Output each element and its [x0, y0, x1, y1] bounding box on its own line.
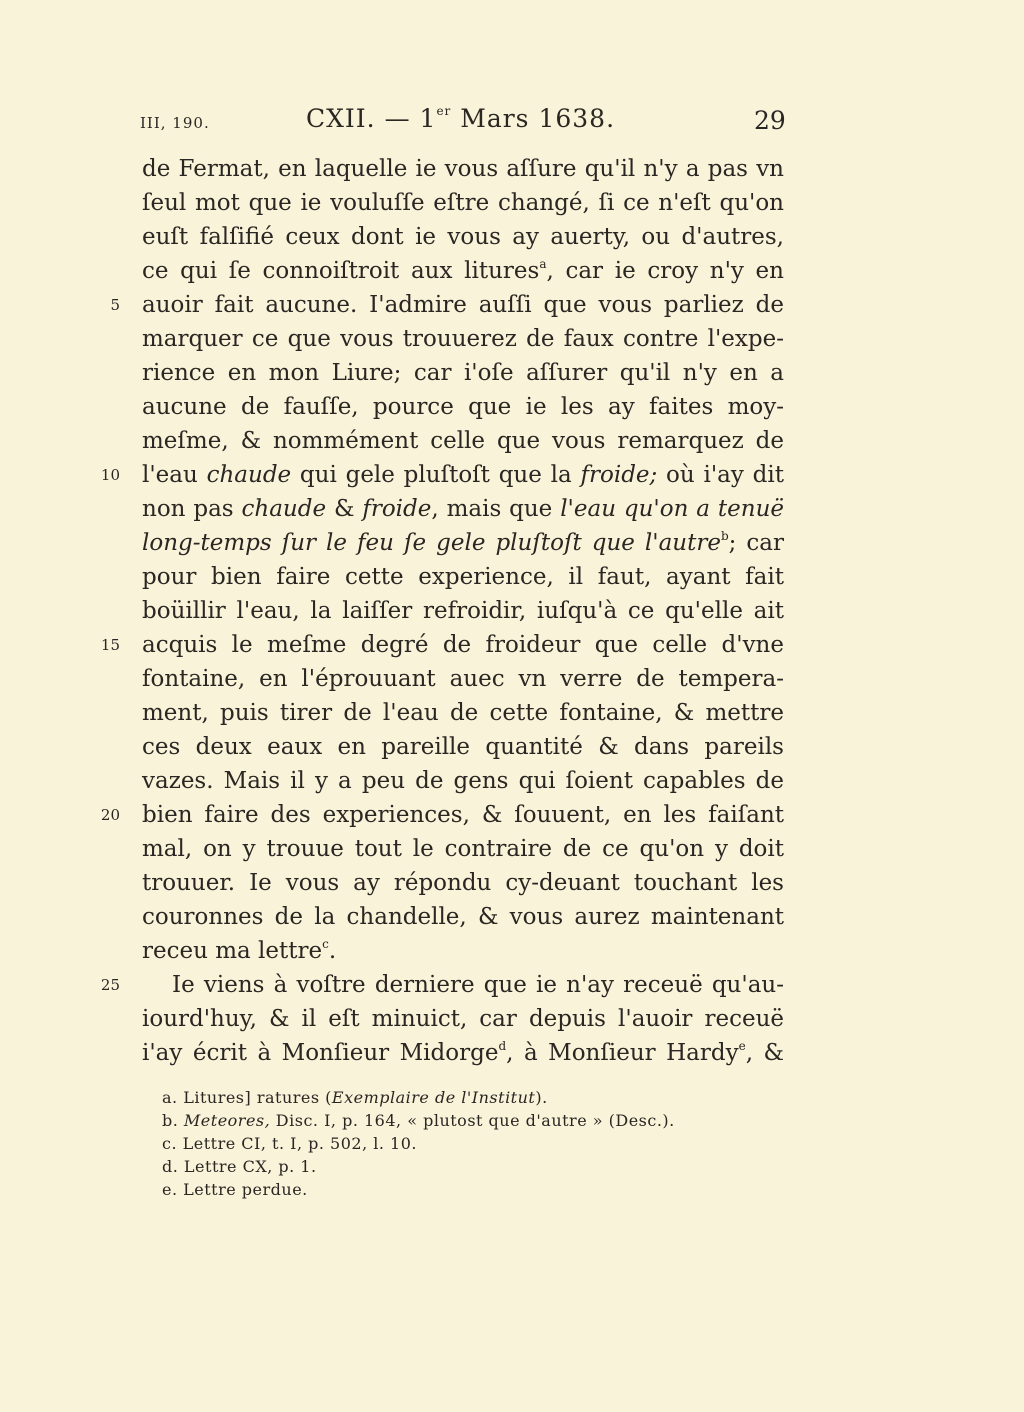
letter-heading: CXII. — 1er Mars 1638. — [306, 104, 616, 133]
line-text: aucune de fauſſe, pource que ie les ay faites moy- — [142, 394, 784, 420]
text-line — [142, 186, 784, 220]
text-line — [142, 526, 784, 560]
line-text: long-temps ſur le feu ſe gele pluſtoſt que l'autre — [142, 530, 721, 556]
line-text: iourd'huy, & il eſt minuict, car depuis l'auoir receuë — [142, 1006, 784, 1032]
line-text: . — [328, 938, 337, 964]
footnote-marker: e — [738, 1039, 746, 1053]
line-text: , mais que — [431, 496, 561, 522]
line-text: & — [326, 496, 363, 522]
line-text: non pas — [142, 496, 242, 522]
line-text: fontaine, en l'éprouuant auec vn verre de tempera- — [142, 666, 784, 692]
line-text: de Fermat, en laquelle ie vous aſſure qu'il n'y a pas vn — [142, 156, 784, 182]
line-text: ces deux eaux en pareille quantité & dans pareils — [142, 734, 784, 760]
text-line — [142, 390, 784, 424]
line-text: ce qui ſe connoiſtroit aux litures — [142, 258, 540, 284]
footnote-text: ). — [535, 1088, 548, 1107]
line-text: ment, puis tirer de l'eau de cette fontaine, & mettre — [142, 700, 784, 726]
text-line — [142, 288, 784, 322]
line-text: trouuer. Ie vous ay répondu cy-deuant touchant les — [142, 870, 784, 896]
text-line — [142, 594, 784, 628]
text-line — [142, 152, 784, 186]
text-line — [142, 1002, 784, 1036]
line-number: 10 — [100, 466, 120, 484]
footnote — [162, 1155, 317, 1178]
volume-reference: III, 190. — [140, 114, 210, 132]
line-text: meſme, & nommément celle que vous remarquez de — [142, 428, 784, 454]
footnote-text: Meteores, — [183, 1111, 271, 1130]
text-line — [142, 254, 784, 288]
line-text: où i'ay dit — [657, 462, 784, 488]
footnote-marker: c — [322, 937, 329, 951]
line-text: chaude — [241, 496, 327, 522]
footnote-text: a. Litures] ratures ( — [162, 1088, 332, 1107]
footnote-marker: b — [720, 529, 729, 543]
text-line — [142, 696, 784, 730]
line-text: l'eau qu'on a tenuë — [560, 496, 784, 522]
footnote-text: c. Lettre CI, t. I, p. 502, l. 10. — [162, 1134, 417, 1153]
text-line — [142, 628, 784, 662]
footnote-text: Exemplaire de l'Institut — [331, 1088, 536, 1107]
line-text: l'eau — [142, 462, 207, 488]
line-text: , car ie croy n'y en — [546, 258, 784, 284]
text-line — [142, 424, 784, 458]
text-line — [142, 934, 784, 968]
text-line — [142, 900, 784, 934]
line-number: 5 — [110, 296, 120, 314]
line-text: qui gele pluſtoſt que la — [291, 462, 581, 488]
footnote-text: Disc. I, p. 164, « plutost que d'autre » (Desc.). — [270, 1111, 675, 1130]
footnote-text: b. — [162, 1111, 184, 1130]
line-number: 15 — [100, 636, 120, 654]
line-text: froide; — [580, 462, 658, 488]
text-line — [142, 764, 784, 798]
text-line — [142, 798, 784, 832]
line-text: , à Monſieur Hardy — [506, 1040, 739, 1066]
page-number: 29 — [754, 106, 786, 135]
line-text: auoir fait aucune. I'admire auſſi que vous parliez de — [142, 292, 784, 318]
line-text: pour bien faire cette experience, il faut, ayant fait — [142, 564, 784, 590]
line-number: 25 — [100, 976, 120, 994]
text-line — [142, 220, 784, 254]
line-text: mal, on y trouue tout le contraire de ce qu'on y doit — [142, 836, 784, 862]
line-text: chaude — [206, 462, 292, 488]
footnote-marker: a — [539, 257, 547, 271]
footnote — [162, 1178, 308, 1201]
line-text: couronnes de la chandelle, & vous aurez maintenant — [142, 904, 784, 930]
line-text: vazes. Mais il y a peu de gens qui ſoient capables de — [142, 768, 784, 794]
line-text: i'ay écrit à Monſieur Midorge — [142, 1040, 499, 1066]
footnote-text: d. Lettre CX, p. 1. — [162, 1157, 317, 1176]
running-header — [0, 104, 1024, 138]
text-line — [142, 458, 784, 492]
line-text: rience en mon Liure; car i'oſe aſſurer qu'il n'y en a — [142, 360, 784, 386]
text-line — [142, 356, 784, 390]
text-line — [142, 560, 784, 594]
footnote — [162, 1109, 675, 1132]
footnote — [162, 1132, 417, 1155]
text-line — [142, 662, 784, 696]
line-text: ſeul mot que ie vouluſſe eſtre changé, ſi ce n'eſt qu'on — [142, 190, 784, 216]
line-text: euſt falſifié ceux dont ie vous ay auerty, ou d'autres, — [142, 224, 784, 250]
text-line — [172, 968, 784, 1002]
line-text: bien faire des experiences, & ſouuent, en les faiſant — [142, 802, 784, 828]
text-line — [142, 866, 784, 900]
text-line — [142, 322, 784, 356]
text-line — [142, 492, 784, 526]
footnote-marker: d — [498, 1039, 507, 1053]
line-text: ; car — [728, 530, 784, 556]
line-text: boüillir l'eau, la laiſſer refroidir, iuſqu'à ce qu'elle ait — [142, 598, 784, 624]
line-text: receu ma lettre — [142, 938, 323, 964]
footnote — [162, 1086, 548, 1109]
footnote-text: e. Lettre perdue. — [162, 1180, 308, 1199]
line-text: acquis le meſme degré de froideur que celle d'vne — [142, 632, 784, 658]
line-text: marquer ce que vous trouuerez de faux contre l'expe- — [142, 326, 784, 352]
text-line — [142, 730, 784, 764]
text-line — [142, 832, 784, 866]
line-text: froide — [362, 496, 432, 522]
line-number: 20 — [100, 806, 120, 824]
text-line — [142, 1036, 784, 1070]
line-text: Ie viens à voſtre derniere que ie n'ay receuë qu'au- — [172, 972, 784, 998]
line-text: , & — [745, 1040, 785, 1066]
